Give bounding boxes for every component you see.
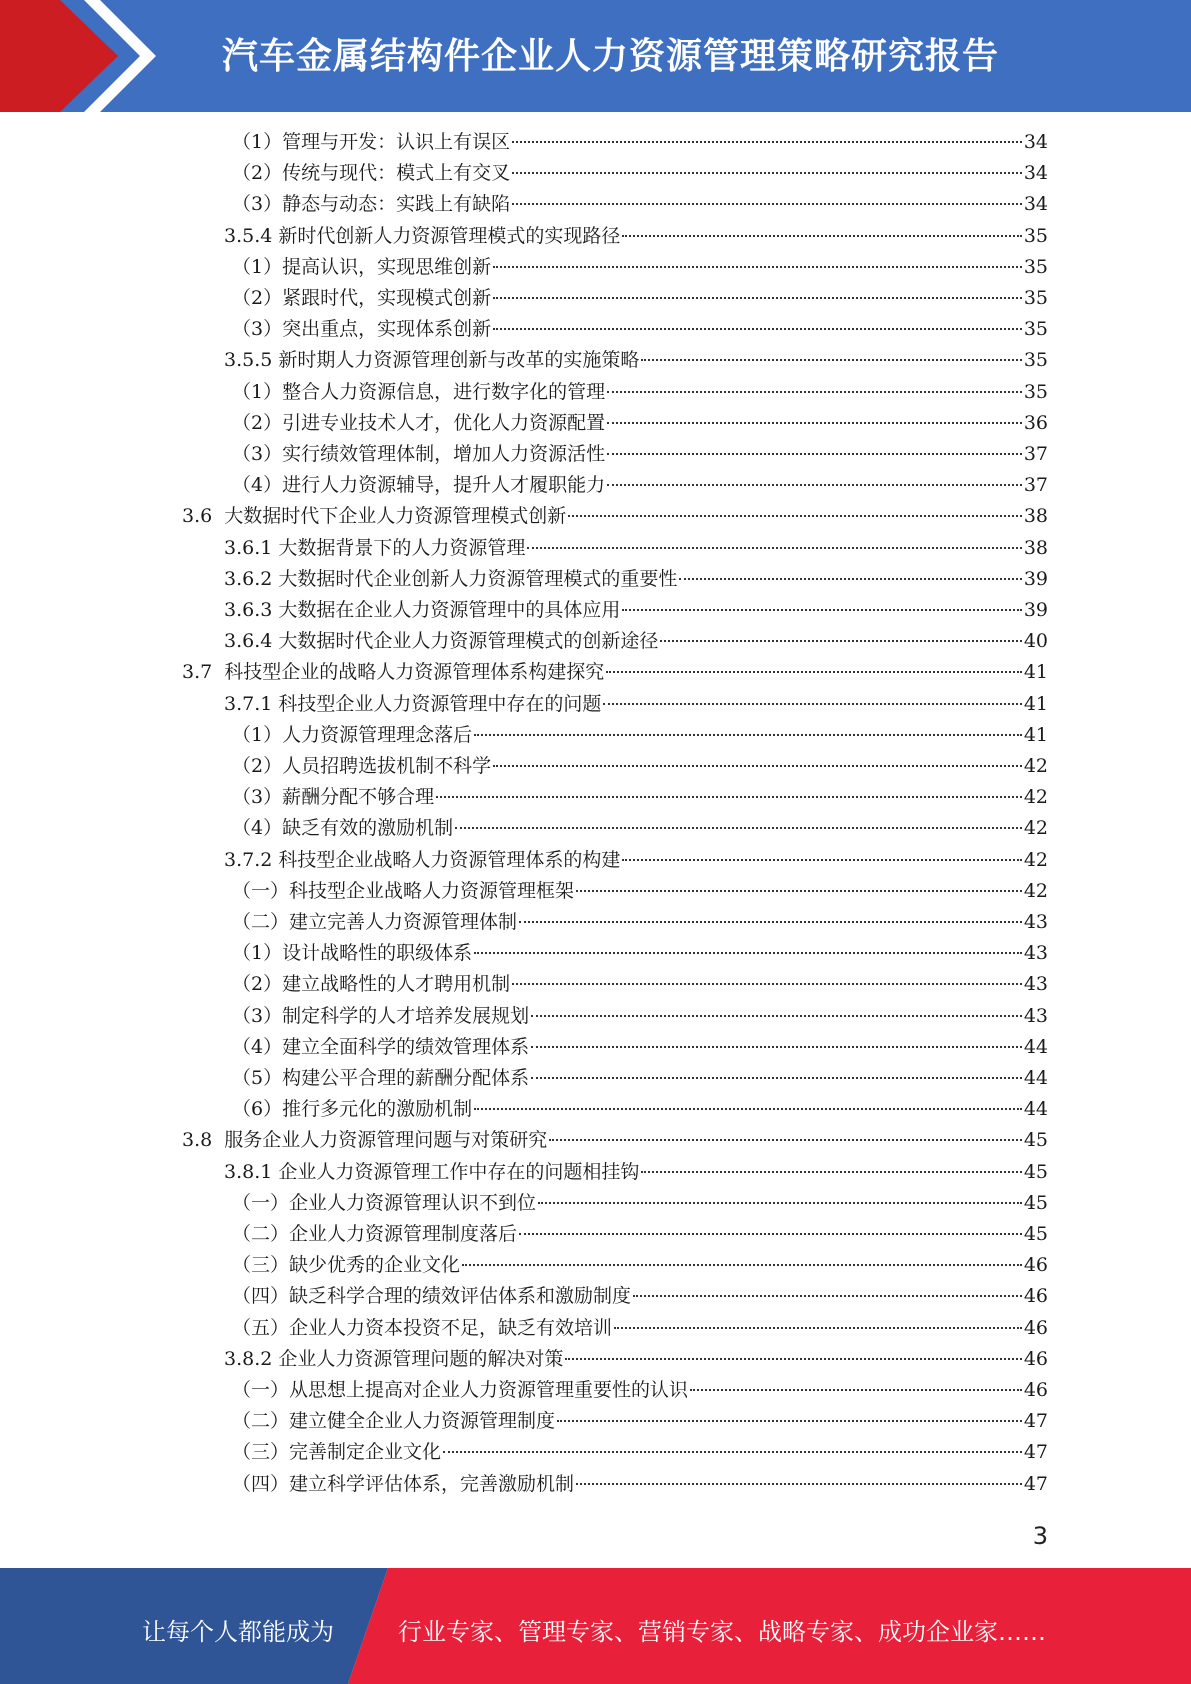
- toc-entry-title: 科技型企业战略人力资源管理体系的构建: [278, 848, 621, 871]
- page-number: 3: [1032, 1522, 1048, 1550]
- footer-slogan-roles: 行业专家、管理专家、营销专家、战略专家、成功企业家……: [398, 1618, 1046, 1646]
- toc-entry-title: 建立健全企业人力资源管理制度: [289, 1410, 556, 1433]
- toc-dot-leader: [606, 671, 1022, 673]
- toc-entry[interactable]: [232, 1281, 1048, 1312]
- toc-entry-title: 突出重点，实现体系创新: [282, 318, 492, 341]
- toc-dot-leader: [531, 1077, 1022, 1079]
- toc-entry-page: 35: [1023, 287, 1048, 309]
- toc-dot-leader: [549, 1139, 1022, 1141]
- toc-entry-title: 科技型企业战略人力资源管理框架: [289, 879, 575, 902]
- toc-entry-number: （3）: [232, 1004, 283, 1027]
- toc-entry[interactable]: [232, 720, 1048, 751]
- toc-entry-number: （1）: [232, 131, 283, 153]
- report-title: 汽车金属结构件企业人力资源管理策略研究报告: [222, 36, 1000, 77]
- toc-entry-title: 建立科学评估体系，完善激励机制: [289, 1472, 575, 1495]
- toc-entry-page: 35: [1023, 380, 1048, 403]
- toc-entry-title: 科技型企业的战略人力资源管理体系构建探究: [224, 661, 605, 684]
- toc-dot-leader: [622, 859, 1021, 861]
- toc-dot-leader: [512, 983, 1022, 985]
- toc-entry[interactable]: [232, 938, 1048, 969]
- toc-entry-page: 46: [1023, 1254, 1048, 1277]
- toc-entry-number: （1）: [232, 723, 283, 746]
- toc-entry-number: （1）: [232, 255, 283, 278]
- toc-dot-leader: [633, 1295, 1022, 1297]
- toc-entry-page: 47: [1023, 1472, 1048, 1495]
- toc-entry-page: 37: [1023, 474, 1048, 497]
- toc-entry[interactable]: [224, 595, 1048, 626]
- toc-entry[interactable]: [232, 314, 1048, 345]
- toc-dot-leader: [474, 734, 1022, 736]
- toc-entry-number: （5）: [232, 1067, 283, 1089]
- toc-entry[interactable]: [232, 1001, 1048, 1032]
- toc-dot-leader: [519, 921, 1022, 923]
- toc-entry-number: （3）: [232, 318, 283, 341]
- toc-entry-number: （1）: [232, 380, 283, 403]
- toc-entry-page: 35: [1023, 318, 1048, 341]
- toc-entry-number: （四）: [232, 1285, 290, 1308]
- toc-entry-number: （二）: [232, 1223, 290, 1245]
- toc-entry-title: 建立全面科学的绩效管理体系: [282, 1035, 530, 1058]
- toc-dot-leader: [576, 1483, 1022, 1485]
- toc-entry-page: 45: [1023, 1129, 1048, 1152]
- toc-entry[interactable]: [232, 969, 1048, 1000]
- toc-entry-page: 44: [1023, 1067, 1048, 1089]
- toc-dot-leader: [436, 796, 1022, 798]
- toc-entry[interactable]: [224, 1344, 1048, 1375]
- toc-entry-title: 完善制定企业文化: [289, 1441, 442, 1464]
- toc-entry-number: 3.5.4: [224, 224, 279, 247]
- footer-slogan-lead: 让每个人都能成为: [142, 1618, 334, 1646]
- toc-entry[interactable]: [232, 751, 1048, 782]
- toc-dot-leader: [607, 391, 1022, 393]
- toc-entry-title: 大数据时代下企业人力资源管理模式创新: [224, 505, 567, 528]
- toc-entry-page: 39: [1023, 567, 1048, 590]
- toc-entry-page: 41: [1023, 661, 1048, 684]
- toc-entry-page: 39: [1023, 599, 1048, 621]
- toc-entry-number: 3.6.4: [224, 630, 279, 653]
- toc-entry-page: 44: [1023, 1098, 1048, 1121]
- toc-dot-leader: [641, 359, 1021, 361]
- toc-entry-number: （2）: [232, 411, 283, 434]
- toc-entry-title: 新时期人力资源管理创新与改革的实施策略: [278, 349, 640, 372]
- toc-entry[interactable]: [232, 283, 1048, 314]
- toc-dot-leader: [512, 203, 1022, 205]
- toc-dot-leader: [607, 422, 1022, 424]
- toc-entry-page: 38: [1023, 505, 1048, 528]
- toc-dot-leader: [622, 609, 1021, 611]
- toc-entry-title: 缺乏科学合理的绩效评估体系和激励制度: [289, 1285, 632, 1308]
- toc-entry-number: （三）: [232, 1441, 290, 1464]
- toc-entry-page: 42: [1023, 879, 1048, 902]
- toc-entry[interactable]: [224, 564, 1048, 595]
- toc-entry-number: 3.5.5: [224, 349, 279, 372]
- toc-entry-number: （一）: [232, 1191, 290, 1214]
- toc-dot-leader: [493, 266, 1022, 268]
- toc-dot-leader: [641, 1171, 1021, 1173]
- toc-entry[interactable]: [232, 1250, 1048, 1281]
- toc-entry[interactable]: [232, 1375, 1048, 1406]
- toc-entry-page: 47: [1023, 1410, 1048, 1433]
- toc-entry[interactable]: [232, 439, 1048, 470]
- toc-entry-title: 制定科学的人才培养发展规划: [282, 1004, 530, 1027]
- toc-entry-page: 42: [1023, 755, 1048, 777]
- toc-entry-title: 提高认识，实现思维创新: [282, 255, 492, 278]
- toc-entry[interactable]: [182, 501, 1048, 532]
- toc-entry[interactable]: [232, 1437, 1048, 1468]
- toc-entry-title: 管理与开发：认识上有误区: [282, 131, 511, 153]
- toc-entry[interactable]: [232, 408, 1048, 439]
- toc-entry-title: 整合人力资源信息，进行数字化的管理: [282, 380, 606, 403]
- toc-entry-title: 科技型企业人力资源管理中存在的问题: [278, 692, 602, 715]
- toc-entry-title: 进行人力资源辅导，提升人才履职能力: [282, 474, 606, 497]
- toc-entry-title: 薪酬分配不够合理: [282, 786, 435, 809]
- toc-entry[interactable]: [224, 689, 1048, 720]
- toc-entry-title: 企业人力资源管理制度落后: [289, 1223, 518, 1245]
- toc-entry-number: 3.6.3: [224, 599, 279, 621]
- toc-entry-title: 企业人力资本投资不足，缺乏有效培训: [289, 1316, 613, 1339]
- toc-entry-number: （四）: [232, 1472, 290, 1495]
- toc-entry-number: 3.6.2: [224, 567, 279, 590]
- toc-entry-page: 43: [1023, 942, 1048, 965]
- toc-entry-number: （2）: [232, 973, 283, 996]
- toc-entry-page: 35: [1023, 255, 1048, 278]
- toc-entry-page: 41: [1023, 692, 1048, 715]
- toc-entry-page: 37: [1023, 443, 1048, 465]
- toc-entry-title: 传统与现代：模式上有交叉: [282, 162, 511, 185]
- toc-entry-title: 企业人力资源管理认识不到位: [289, 1191, 537, 1214]
- toc-entry-number: 3.6: [182, 505, 225, 528]
- toc-entry[interactable]: [232, 907, 1048, 938]
- toc-dot-leader: [622, 235, 1021, 237]
- toc-entry-title: 实行绩效管理体制，增加人力资源活性: [282, 443, 606, 465]
- toc-entry-title: 大数据时代企业创新人力资源管理模式的重要性: [278, 567, 678, 590]
- toc-entry[interactable]: [224, 845, 1048, 876]
- toc-entry-title: 大数据背景下的人力资源管理: [278, 536, 526, 559]
- toc-entry-number: （2）: [232, 287, 283, 309]
- toc-entry-title: 人员招聘选拔机制不科学: [282, 755, 492, 777]
- toc-entry-number: （4）: [232, 817, 283, 840]
- toc-dot-leader: [603, 703, 1021, 705]
- toc-entry[interactable]: [232, 1219, 1048, 1250]
- toc-entry-number: 3.7: [182, 661, 225, 684]
- toc-entry-page: 43: [1023, 973, 1048, 996]
- toc-entry-title: 引进专业技术人才，优化人力资源配置: [282, 411, 606, 434]
- toc-entry[interactable]: [224, 1157, 1048, 1188]
- header-chevron-red: [0, 0, 118, 112]
- toc-dot-leader: [679, 578, 1021, 580]
- toc-entry[interactable]: [232, 470, 1048, 501]
- toc-entry-page: 38: [1023, 536, 1048, 559]
- toc-dot-leader: [607, 484, 1022, 486]
- toc-entry-page: 34: [1023, 131, 1048, 153]
- toc-entry-number: 3.7.2: [224, 848, 279, 871]
- toc-entry-page: 40: [1023, 630, 1048, 653]
- toc-entry-number: （二）: [232, 1410, 290, 1433]
- toc-entry[interactable]: [232, 377, 1048, 408]
- toc-entry[interactable]: [232, 189, 1048, 220]
- toc-dot-leader: [568, 515, 1022, 517]
- toc-dot-leader: [443, 1451, 1022, 1453]
- toc-entry-page: 45: [1023, 1223, 1048, 1245]
- toc-entry[interactable]: [232, 1406, 1048, 1437]
- toc-entry-title: 设计战略性的职级体系: [282, 942, 473, 965]
- toc-entry-title: 企业人力资源管理问题的解决对策: [278, 1347, 564, 1370]
- toc-entry-number: （三）: [232, 1254, 290, 1277]
- toc-entry[interactable]: [232, 1469, 1048, 1500]
- toc-dot-leader: [462, 1264, 1022, 1266]
- toc-entry-page: 36: [1023, 411, 1048, 434]
- toc-entry[interactable]: [224, 221, 1048, 252]
- toc-entry-title: 人力资源管理理念落后: [282, 723, 473, 746]
- toc-entry-number: （二）: [232, 911, 290, 933]
- toc-entry-title: 紧跟时代，实现模式创新: [282, 287, 492, 309]
- toc-entry-number: （4）: [232, 474, 283, 497]
- toc-dot-leader: [531, 1046, 1022, 1048]
- toc-entry-page: 46: [1023, 1285, 1048, 1308]
- toc-dot-leader: [493, 328, 1022, 330]
- toc-entry-number: （2）: [232, 162, 283, 185]
- toc-entry-page: 45: [1023, 1160, 1048, 1183]
- toc-entry-page: 42: [1023, 848, 1048, 871]
- toc-entry-page: 46: [1023, 1316, 1048, 1339]
- toc-entry[interactable]: [232, 1032, 1048, 1063]
- toc-entry-number: 3.8.1: [224, 1160, 279, 1183]
- toc-dot-leader: [512, 172, 1022, 174]
- toc-dot-leader: [493, 297, 1022, 299]
- toc-dot-leader: [474, 1108, 1022, 1110]
- toc-dot-leader: [690, 1389, 1022, 1391]
- toc-entry-page: 41: [1023, 723, 1048, 746]
- toc-entry-page: 46: [1023, 1347, 1048, 1370]
- toc-dot-leader: [455, 827, 1022, 829]
- toc-entry-page: 46: [1023, 1379, 1048, 1401]
- toc-dot-leader: [538, 1202, 1022, 1204]
- toc-entry-number: （一）: [232, 1379, 290, 1401]
- toc-entry-page: 43: [1023, 1004, 1048, 1027]
- toc-dot-leader: [557, 1420, 1022, 1422]
- toc-entry-number: （6）: [232, 1098, 283, 1121]
- toc-dot-leader: [660, 640, 1021, 642]
- toc-entry-title: 构建公平合理的薪酬分配体系: [282, 1067, 530, 1089]
- toc-entry-number: 3.6.1: [224, 536, 279, 559]
- toc-entry-title: 推行多元化的激励机制: [282, 1098, 473, 1121]
- toc-entry-number: （3）: [232, 443, 283, 465]
- toc-entry[interactable]: [232, 813, 1048, 844]
- toc-entry-title: 新时代创新人力资源管理模式的实现路径: [278, 224, 621, 247]
- header-chevron-graphic: [0, 0, 160, 112]
- toc-entry[interactable]: [232, 252, 1048, 283]
- toc-entry-title: 大数据在企业人力资源管理中的具体应用: [278, 599, 621, 621]
- toc-entry[interactable]: [232, 158, 1048, 189]
- toc-dot-leader: [493, 765, 1022, 767]
- toc-entry-number: 3.8: [182, 1129, 225, 1152]
- toc-entry-page: 47: [1023, 1441, 1048, 1464]
- toc-entry-title: 缺乏有效的激励机制: [282, 817, 454, 840]
- toc-entry-number: （1）: [232, 942, 283, 965]
- toc-entry-page: 45: [1023, 1191, 1048, 1214]
- toc-dot-leader: [527, 547, 1021, 549]
- toc-entry-number: （2）: [232, 755, 283, 777]
- toc-entry-title: 从思想上提高对企业人力资源管理重要性的认识: [289, 1379, 689, 1401]
- toc-entry-number: 3.7.1: [224, 692, 279, 715]
- toc-dot-leader: [565, 1358, 1021, 1360]
- toc-entry[interactable]: [224, 533, 1048, 564]
- toc-entry[interactable]: [232, 782, 1048, 813]
- toc-dot-leader: [614, 1327, 1022, 1329]
- toc-entry[interactable]: [224, 345, 1048, 376]
- toc-entry-page: 35: [1023, 349, 1048, 372]
- toc-entry[interactable]: [232, 1094, 1048, 1125]
- toc-entry-title: 建立完善人力资源管理体制: [289, 911, 518, 933]
- toc-entry-title: 企业人力资源管理工作中存在的问题相挂钩: [278, 1160, 640, 1183]
- toc-dot-leader: [474, 952, 1022, 954]
- toc-entry-title: 服务企业人力资源管理问题与对策研究: [224, 1129, 548, 1152]
- toc-entry-number: 3.8.2: [224, 1347, 279, 1370]
- toc-dot-leader: [512, 141, 1022, 143]
- toc-entry-page: 42: [1023, 817, 1048, 840]
- toc-dot-leader: [607, 453, 1022, 455]
- toc-entry-number: （五）: [232, 1316, 290, 1339]
- toc-entry-page: 44: [1023, 1035, 1048, 1058]
- toc-entry[interactable]: [224, 626, 1048, 657]
- toc-entry-number: （3）: [232, 786, 283, 809]
- toc-entry[interactable]: [182, 1125, 1048, 1156]
- toc-entry-page: 43: [1023, 911, 1048, 933]
- toc-entry-page: 42: [1023, 786, 1048, 809]
- toc-entry[interactable]: [232, 1063, 1048, 1094]
- toc-entry-title: 大数据时代企业人力资源管理模式的创新途径: [278, 630, 659, 653]
- toc-entry-page: 35: [1023, 224, 1048, 247]
- toc-entry-number: （一）: [232, 879, 290, 902]
- toc-entry[interactable]: [232, 1313, 1048, 1344]
- toc-dot-leader: [519, 1233, 1022, 1235]
- toc-entry[interactable]: [232, 127, 1048, 158]
- toc-entry-title: 静态与动态：实践上有缺陷: [282, 193, 511, 216]
- toc-entry-page: 34: [1023, 162, 1048, 185]
- toc-entry[interactable]: [232, 1188, 1048, 1219]
- toc-entry-number: （3）: [232, 193, 283, 216]
- page-header: [0, 0, 1191, 112]
- toc-entry-number: （4）: [232, 1035, 283, 1058]
- toc-entry[interactable]: [182, 657, 1048, 688]
- toc-entry-page: 34: [1023, 193, 1048, 216]
- toc-entry[interactable]: [232, 876, 1048, 907]
- toc-dot-leader: [531, 1015, 1022, 1017]
- toc-entry-title: 缺少优秀的企业文化: [289, 1254, 461, 1277]
- toc-entry-title: 建立战略性的人才聘用机制: [282, 973, 511, 996]
- toc-dot-leader: [576, 890, 1022, 892]
- page-footer: [0, 1568, 1191, 1684]
